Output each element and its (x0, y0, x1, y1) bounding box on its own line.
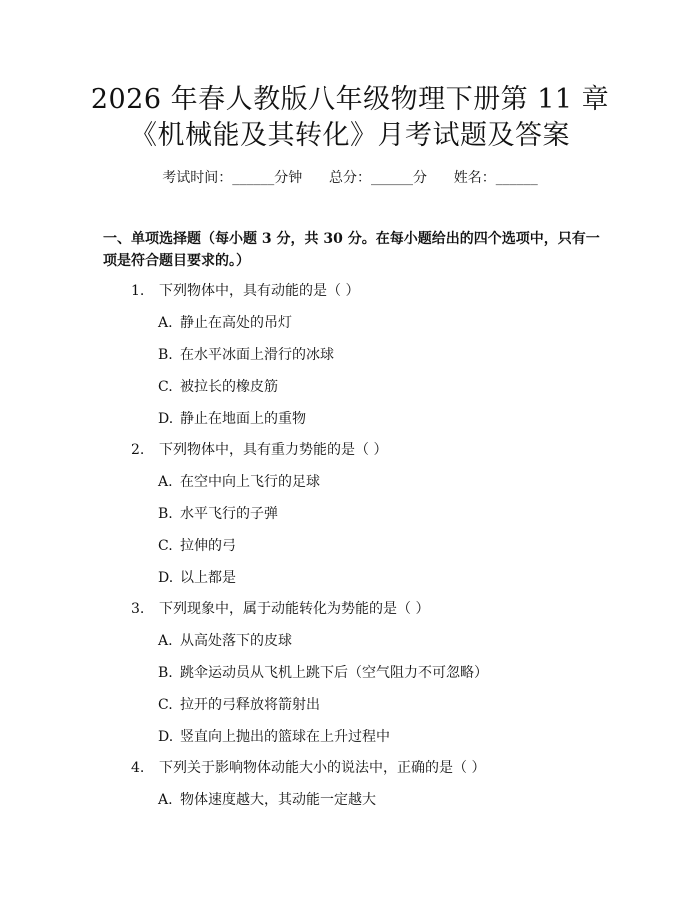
question-4 (131, 758, 485, 778)
option-text: 竖直向上抛出的篮球在上升过程中 (180, 729, 390, 745)
question-2-option-d (158, 568, 236, 588)
exam-title-line2: 《机械能及其转化》月考试题及答案 (130, 120, 570, 151)
option-letter: D. (158, 411, 174, 427)
option-text: 被拉长的橡皮筋 (180, 379, 278, 395)
question-1-option-d (158, 409, 306, 429)
option-letter: A. (158, 792, 173, 808)
question-2-option-b (158, 504, 278, 524)
question-text: 下列物体中，具有重力势能的是（ ） (159, 442, 388, 458)
option-text: 静止在高处的吊灯 (180, 315, 292, 331)
section-heading: 一、单项选择题（每小题 3 分，共 30 分。在每小题给出的四个选项中，只有一项是符合题目要求的。） (103, 231, 600, 269)
option-text: 水平飞行的子弹 (180, 506, 278, 522)
option-text: 在空中向上飞行的足球 (180, 474, 320, 490)
option-text: 拉伸的弓 (180, 538, 236, 554)
question-number: 4. (131, 760, 145, 776)
option-letter: A. (158, 633, 173, 649)
option-text: 物体速度越大，其动能一定越大 (180, 792, 376, 808)
question-3-option-d (158, 727, 390, 747)
question-3 (131, 599, 429, 619)
option-text: 静止在地面上的重物 (180, 411, 306, 427)
question-number: 1. (131, 283, 145, 299)
question-3-option-c (158, 695, 320, 715)
question-text: 下列关于影响物体动能大小的说法中，正确的是（ ） (159, 760, 486, 776)
question-3-option-a (158, 631, 292, 651)
option-letter: B. (158, 347, 173, 363)
question-4-option-a (158, 790, 376, 810)
question-number: 2. (131, 442, 145, 458)
option-letter: B. (158, 665, 173, 681)
question-number: 3. (131, 601, 145, 617)
question-text: 下列现象中，属于动能转化为势能的是（ ） (159, 601, 430, 617)
option-text: 以上都是 (180, 570, 236, 586)
question-1 (131, 281, 359, 301)
question-3-option-b (158, 663, 488, 683)
question-1-option-b (158, 345, 334, 365)
option-text: 跳伞运动员从飞机上跳下后（空气阻力不可忽略） (180, 665, 488, 681)
option-letter: C. (158, 538, 173, 554)
option-letter: B. (158, 506, 173, 522)
question-1-option-a (158, 313, 292, 333)
option-letter: A. (158, 474, 173, 490)
option-letter: C. (158, 379, 173, 395)
exam-title-line1: 2026 年春人教版八年级物理下册第 11 章 (90, 84, 610, 115)
option-letter: A. (158, 315, 173, 331)
question-text: 下列物体中，具有动能的是（ ） (159, 283, 360, 299)
question-2-option-c (158, 536, 236, 556)
option-letter: D. (158, 570, 174, 586)
exam-meta-info: 考试时间：______分钟 总分：______分 姓名：______ (162, 170, 538, 186)
option-text: 拉开的弓释放将箭射出 (180, 697, 320, 713)
option-text: 在水平冰面上滑行的冰球 (180, 347, 334, 363)
option-text: 从高处落下的皮球 (180, 633, 292, 649)
question-2-option-a (158, 472, 320, 492)
option-letter: C. (158, 697, 173, 713)
question-1-option-c (158, 377, 278, 397)
question-2 (131, 440, 387, 460)
option-letter: D. (158, 729, 174, 745)
